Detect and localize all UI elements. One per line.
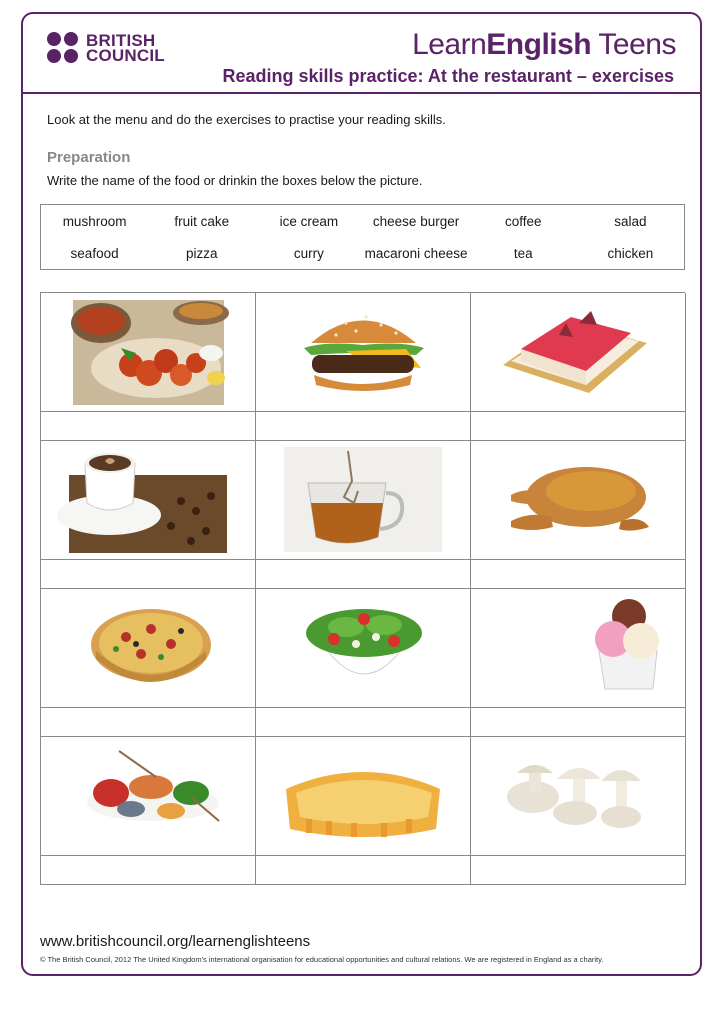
answer-box[interactable]: [471, 560, 686, 589]
word-box-item: curry: [293, 245, 324, 261]
footer-note: © The British Council, 2012 The United Kingdom's international organisation for educational opportunities and cultural relations. We are registered in England as a charity.: [40, 955, 604, 964]
answer-box[interactable]: [256, 856, 471, 885]
answer-box[interactable]: [471, 708, 686, 737]
answer-box[interactable]: [256, 560, 471, 589]
salad-image: [256, 589, 471, 708]
answer-box[interactable]: [471, 856, 686, 885]
word-box-item: chicken: [607, 245, 654, 261]
word-box-item: fruit cake: [174, 213, 230, 229]
british-council-logo: [47, 32, 165, 63]
seafood-image: [41, 737, 256, 856]
footer-url[interactable]: www.britishcouncil.org/learnenglishteens: [40, 933, 311, 950]
word-box-item: coffee: [504, 213, 542, 229]
picture-grid: [40, 292, 685, 885]
word-box-item: pizza: [185, 245, 218, 261]
brand-line-1: BRITISH: [86, 30, 156, 50]
chicken-image: [471, 441, 686, 560]
word-box-item: mushroom: [62, 213, 127, 229]
fruit-cake-image: [471, 293, 686, 412]
brand-line-2: COUNCIL: [86, 45, 165, 65]
curry-image: [41, 293, 256, 412]
answer-box[interactable]: [256, 412, 471, 441]
page-title: Reading skills practice: At the restaurant – exercises: [222, 66, 674, 86]
word-box-item: cheese burger: [372, 213, 460, 229]
cheese-burger-image: [256, 293, 471, 412]
answer-box[interactable]: [471, 412, 686, 441]
tea-image: [256, 441, 471, 560]
instruction-text: Write the name of the food or drinkin the boxes below the picture.: [47, 173, 423, 188]
answer-box[interactable]: [41, 708, 256, 737]
word-box-item: ice cream: [279, 213, 339, 229]
answer-box[interactable]: [41, 560, 256, 589]
answer-box[interactable]: [41, 856, 256, 885]
coffee-image: [41, 441, 256, 560]
answer-box[interactable]: [41, 412, 256, 441]
header-rule: [21, 92, 702, 94]
word-box-item: seafood: [70, 245, 119, 261]
british-council-dots-icon: [47, 32, 78, 63]
word-box-item: salad: [614, 213, 647, 229]
learnenglish-teens-logo: LearnEnglish Teens: [412, 28, 676, 61]
intro-text: Look at the menu and do the exercises to practise your reading skills.: [47, 112, 446, 127]
word-box: [40, 204, 685, 270]
word-box-item: tea: [513, 245, 533, 261]
pizza-image: [41, 589, 256, 708]
section-heading: Preparation: [47, 149, 131, 166]
word-box-item: macaroni cheese: [364, 245, 468, 261]
mushroom-image: [471, 737, 686, 856]
answer-box[interactable]: [256, 708, 471, 737]
macaroni-cheese-image: [256, 737, 471, 856]
ice-cream-image: [471, 589, 686, 708]
